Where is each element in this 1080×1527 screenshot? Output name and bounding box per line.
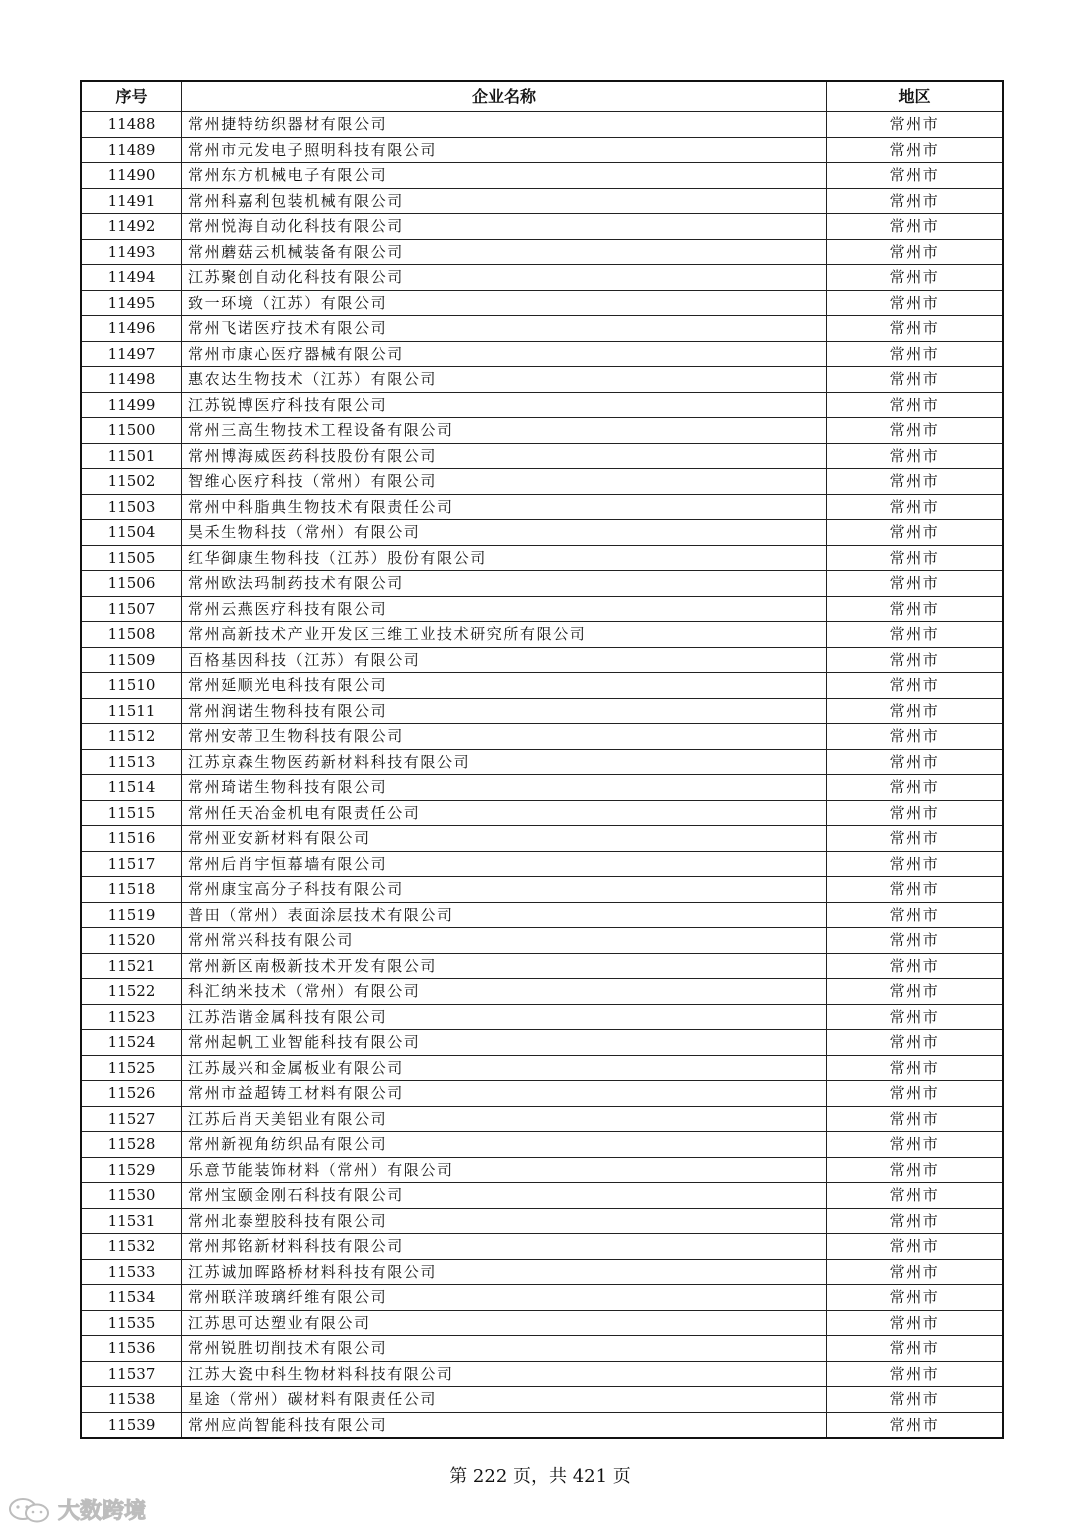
table-row	[81, 214, 1003, 240]
row-no-cell: 11496	[81, 316, 182, 342]
row-name-cell: 常州蘑菇云机械装备有限公司	[182, 239, 827, 265]
row-area-cell: 常州市	[827, 443, 1004, 469]
row-area-cell: 常州市	[827, 1132, 1004, 1158]
row-no-cell: 11537	[81, 1361, 182, 1387]
row-area-cell: 常州市	[827, 1361, 1004, 1387]
row-no-cell: 11527	[81, 1106, 182, 1132]
row-name-cell: 常州润诺生物科技有限公司	[182, 698, 827, 724]
row-no-cell: 11507	[81, 596, 182, 622]
row-no-cell: 11522	[81, 979, 182, 1005]
row-no-cell: 11530	[81, 1183, 182, 1209]
page-number: 第 222 页，共 421 页	[449, 1466, 631, 1487]
row-area-cell: 常州市	[827, 1081, 1004, 1107]
row-name-cell: 常州康宝高分子科技有限公司	[182, 877, 827, 903]
table-row	[81, 469, 1003, 495]
table-row	[81, 800, 1003, 826]
row-name-cell: 江苏思可达塑业有限公司	[182, 1310, 827, 1336]
table-row	[81, 1310, 1003, 1336]
row-area-cell: 常州市	[827, 392, 1004, 418]
row-name-cell: 常州欧法玛制药技术有限公司	[182, 571, 827, 597]
table-row	[81, 367, 1003, 393]
row-no-cell: 11509	[81, 647, 182, 673]
table-row	[81, 698, 1003, 724]
row-no-cell: 11501	[81, 443, 182, 469]
row-area-cell: 常州市	[827, 953, 1004, 979]
row-area-cell: 常州市	[827, 928, 1004, 954]
row-name-cell: 智维心医疗科技（常州）有限公司	[182, 469, 827, 495]
row-name-cell: 昊禾生物科技（常州）有限公司	[182, 520, 827, 546]
row-no-cell: 11488	[81, 112, 182, 138]
row-no-cell: 11497	[81, 341, 182, 367]
row-no-cell: 11519	[81, 902, 182, 928]
row-name-cell: 常州捷特纺织器材有限公司	[182, 112, 827, 138]
header-no: 序号	[81, 81, 182, 112]
row-no-cell: 11531	[81, 1208, 182, 1234]
row-no-cell: 11528	[81, 1132, 182, 1158]
row-name-cell: 常州延顺光电科技有限公司	[182, 673, 827, 699]
row-no-cell: 11513	[81, 749, 182, 775]
table-row	[81, 1132, 1003, 1158]
row-no-cell: 11506	[81, 571, 182, 597]
table-row	[81, 673, 1003, 699]
watermark	[8, 1494, 146, 1525]
row-name-cell: 乐意节能装饰材料（常州）有限公司	[182, 1157, 827, 1183]
table-row	[81, 239, 1003, 265]
row-no-cell: 11518	[81, 877, 182, 903]
row-area-cell: 常州市	[827, 571, 1004, 597]
row-area-cell: 常州市	[827, 775, 1004, 801]
row-name-cell: 常州起帆工业智能科技有限公司	[182, 1030, 827, 1056]
row-area-cell: 常州市	[827, 1412, 1004, 1438]
table-row	[81, 1387, 1003, 1413]
row-area-cell: 常州市	[827, 290, 1004, 316]
row-name-cell: 常州市康心医疗器械有限公司	[182, 341, 827, 367]
header-row	[81, 81, 1003, 112]
row-no-cell: 11520	[81, 928, 182, 954]
row-name-cell: 常州邦铭新材料科技有限公司	[182, 1234, 827, 1260]
row-name-cell: 常州亚安新材料有限公司	[182, 826, 827, 852]
table-header	[81, 81, 1003, 112]
row-no-cell: 11489	[81, 137, 182, 163]
row-name-cell: 常州博海威医药科技股份有限公司	[182, 443, 827, 469]
row-area-cell: 常州市	[827, 1285, 1004, 1311]
row-area-cell: 常州市	[827, 749, 1004, 775]
table-row	[81, 1234, 1003, 1260]
row-name-cell: 惠农达生物技术（江苏）有限公司	[182, 367, 827, 393]
row-no-cell: 11491	[81, 188, 182, 214]
row-area-cell: 常州市	[827, 239, 1004, 265]
table-row	[81, 1004, 1003, 1030]
row-no-cell: 11503	[81, 494, 182, 520]
table-row	[81, 1106, 1003, 1132]
row-name-cell: 常州新视角纺织品有限公司	[182, 1132, 827, 1158]
row-no-cell: 11495	[81, 290, 182, 316]
table-row	[81, 1285, 1003, 1311]
row-area-cell: 常州市	[827, 163, 1004, 189]
row-no-cell: 11511	[81, 698, 182, 724]
row-no-cell: 11529	[81, 1157, 182, 1183]
row-name-cell: 普田（常州）表面涂层技术有限公司	[182, 902, 827, 928]
row-area-cell: 常州市	[827, 188, 1004, 214]
row-name-cell: 江苏京森生物医药新材料科技有限公司	[182, 749, 827, 775]
row-area-cell: 常州市	[827, 494, 1004, 520]
row-area-cell: 常州市	[827, 1055, 1004, 1081]
row-name-cell: 常州东方机械电子有限公司	[182, 163, 827, 189]
row-area-cell: 常州市	[827, 367, 1004, 393]
row-name-cell: 常州高新技术产业开发区三维工业技术研究所有限公司	[182, 622, 827, 648]
row-name-cell: 常州三高生物技术工程设备有限公司	[182, 418, 827, 444]
row-no-cell: 11500	[81, 418, 182, 444]
row-area-cell: 常州市	[827, 520, 1004, 546]
row-name-cell: 常州后肖宇恒幕墙有限公司	[182, 851, 827, 877]
table-row	[81, 1208, 1003, 1234]
row-name-cell: 常州市益超铸工材料有限公司	[182, 1081, 827, 1107]
row-no-cell: 11508	[81, 622, 182, 648]
row-area-cell: 常州市	[827, 1030, 1004, 1056]
table-row	[81, 418, 1003, 444]
table-row	[81, 1081, 1003, 1107]
row-area-cell: 常州市	[827, 647, 1004, 673]
row-area-cell: 常州市	[827, 341, 1004, 367]
table-row	[81, 188, 1003, 214]
row-area-cell: 常州市	[827, 673, 1004, 699]
row-name-cell: 江苏大瓷中科生物材料科技有限公司	[182, 1361, 827, 1387]
table-row	[81, 545, 1003, 571]
row-no-cell: 11502	[81, 469, 182, 495]
table-row	[81, 1259, 1003, 1285]
row-name-cell: 常州锐胜切削技术有限公司	[182, 1336, 827, 1362]
row-no-cell: 11517	[81, 851, 182, 877]
row-no-cell: 11525	[81, 1055, 182, 1081]
row-name-cell: 星途（常州）碳材料有限责任公司	[182, 1387, 827, 1413]
header-name: 企业名称	[182, 81, 827, 112]
table-row	[81, 775, 1003, 801]
row-name-cell: 常州北泰塑胶科技有限公司	[182, 1208, 827, 1234]
table-body	[81, 112, 1003, 1439]
row-area-cell: 常州市	[827, 469, 1004, 495]
table-row	[81, 1157, 1003, 1183]
row-area-cell: 常州市	[827, 545, 1004, 571]
row-name-cell: 江苏后肖天美铝业有限公司	[182, 1106, 827, 1132]
table-row	[81, 979, 1003, 1005]
row-name-cell: 常州宝颐金刚石科技有限公司	[182, 1183, 827, 1209]
table-row	[81, 163, 1003, 189]
row-area-cell: 常州市	[827, 265, 1004, 291]
table-row	[81, 622, 1003, 648]
row-area-cell: 常州市	[827, 1004, 1004, 1030]
table-row	[81, 877, 1003, 903]
row-name-cell: 科汇纳米技术（常州）有限公司	[182, 979, 827, 1005]
row-area-cell: 常州市	[827, 418, 1004, 444]
row-name-cell: 常州应尚智能科技有限公司	[182, 1412, 827, 1438]
table-row	[81, 265, 1003, 291]
row-no-cell: 11493	[81, 239, 182, 265]
row-name-cell: 红华御康生物科技（江苏）股份有限公司	[182, 545, 827, 571]
row-name-cell: 常州琦诺生物科技有限公司	[182, 775, 827, 801]
row-area-cell: 常州市	[827, 137, 1004, 163]
row-no-cell: 11536	[81, 1336, 182, 1362]
table-row	[81, 749, 1003, 775]
row-area-cell: 常州市	[827, 1106, 1004, 1132]
row-name-cell: 常州悦海自动化科技有限公司	[182, 214, 827, 240]
row-no-cell: 11532	[81, 1234, 182, 1260]
row-name-cell: 常州安蒂卫生物科技有限公司	[182, 724, 827, 750]
table-row	[81, 647, 1003, 673]
row-area-cell: 常州市	[827, 902, 1004, 928]
row-area-cell: 常州市	[827, 1183, 1004, 1209]
table-row	[81, 112, 1003, 138]
table-row	[81, 290, 1003, 316]
table-row	[81, 1361, 1003, 1387]
row-name-cell: 江苏诚加晖路桥材料科技有限公司	[182, 1259, 827, 1285]
row-area-cell: 常州市	[827, 979, 1004, 1005]
row-area-cell: 常州市	[827, 1234, 1004, 1260]
row-no-cell: 11490	[81, 163, 182, 189]
row-no-cell: 11504	[81, 520, 182, 546]
table-row	[81, 928, 1003, 954]
table-row	[81, 494, 1003, 520]
row-name-cell: 常州飞诺医疗技术有限公司	[182, 316, 827, 342]
row-name-cell: 常州中科脂典生物技术有限责任公司	[182, 494, 827, 520]
row-area-cell: 常州市	[827, 1336, 1004, 1362]
row-no-cell: 11510	[81, 673, 182, 699]
enterprise-table	[80, 80, 1004, 1439]
table-row	[81, 571, 1003, 597]
row-area-cell: 常州市	[827, 1310, 1004, 1336]
row-area-cell: 常州市	[827, 112, 1004, 138]
header-area: 地区	[827, 81, 1004, 112]
row-no-cell: 11534	[81, 1285, 182, 1311]
table-row	[81, 1183, 1003, 1209]
row-name-cell: 江苏聚创自动化科技有限公司	[182, 265, 827, 291]
table-row	[81, 724, 1003, 750]
row-name-cell: 江苏晟兴和金属板业有限公司	[182, 1055, 827, 1081]
row-name-cell: 常州市元发电子照明科技有限公司	[182, 137, 827, 163]
row-area-cell: 常州市	[827, 622, 1004, 648]
row-name-cell: 常州云燕医疗科技有限公司	[182, 596, 827, 622]
row-no-cell: 11523	[81, 1004, 182, 1030]
row-no-cell: 11516	[81, 826, 182, 852]
table-row	[81, 341, 1003, 367]
table-row	[81, 851, 1003, 877]
row-no-cell: 11521	[81, 953, 182, 979]
table-row	[81, 1336, 1003, 1362]
row-no-cell: 11524	[81, 1030, 182, 1056]
row-no-cell: 11539	[81, 1412, 182, 1438]
row-name-cell: 常州新区南极新技术开发有限公司	[182, 953, 827, 979]
row-no-cell: 11494	[81, 265, 182, 291]
row-area-cell: 常州市	[827, 724, 1004, 750]
row-name-cell: 常州科嘉利包装机械有限公司	[182, 188, 827, 214]
table-row	[81, 1412, 1003, 1438]
table-row	[81, 1030, 1003, 1056]
row-no-cell: 11499	[81, 392, 182, 418]
row-name-cell: 江苏浩谐金属科技有限公司	[182, 1004, 827, 1030]
row-no-cell: 11498	[81, 367, 182, 393]
row-area-cell: 常州市	[827, 851, 1004, 877]
weixin-logo-icon	[8, 1497, 52, 1523]
row-name-cell: 常州常兴科技有限公司	[182, 928, 827, 954]
row-area-cell: 常州市	[827, 596, 1004, 622]
table-row	[81, 316, 1003, 342]
row-area-cell: 常州市	[827, 800, 1004, 826]
row-name-cell: 常州联洋玻璃纤维有限公司	[182, 1285, 827, 1311]
table-row	[81, 392, 1003, 418]
watermark-text: 大数跨境	[58, 1499, 147, 1524]
row-name-cell: 常州任天冶金机电有限责任公司	[182, 800, 827, 826]
table-row	[81, 520, 1003, 546]
table-row	[81, 826, 1003, 852]
row-no-cell: 11533	[81, 1259, 182, 1285]
row-no-cell: 11535	[81, 1310, 182, 1336]
row-area-cell: 常州市	[827, 698, 1004, 724]
row-area-cell: 常州市	[827, 1157, 1004, 1183]
row-name-cell: 江苏锐博医疗科技有限公司	[182, 392, 827, 418]
row-no-cell: 11538	[81, 1387, 182, 1413]
row-no-cell: 11515	[81, 800, 182, 826]
row-area-cell: 常州市	[827, 1259, 1004, 1285]
row-area-cell: 常州市	[827, 1208, 1004, 1234]
row-area-cell: 常州市	[827, 214, 1004, 240]
row-no-cell: 11512	[81, 724, 182, 750]
row-no-cell: 11526	[81, 1081, 182, 1107]
row-area-cell: 常州市	[827, 316, 1004, 342]
table-row	[81, 1055, 1003, 1081]
row-area-cell: 常州市	[827, 1387, 1004, 1413]
table-row	[81, 137, 1003, 163]
table-row	[81, 443, 1003, 469]
row-name-cell: 百格基因科技（江苏）有限公司	[182, 647, 827, 673]
row-area-cell: 常州市	[827, 877, 1004, 903]
table-row	[81, 902, 1003, 928]
row-no-cell: 11492	[81, 214, 182, 240]
table-row	[81, 953, 1003, 979]
row-name-cell: 致一环境（江苏）有限公司	[182, 290, 827, 316]
row-no-cell: 11514	[81, 775, 182, 801]
table-row	[81, 596, 1003, 622]
row-no-cell: 11505	[81, 545, 182, 571]
row-area-cell: 常州市	[827, 826, 1004, 852]
